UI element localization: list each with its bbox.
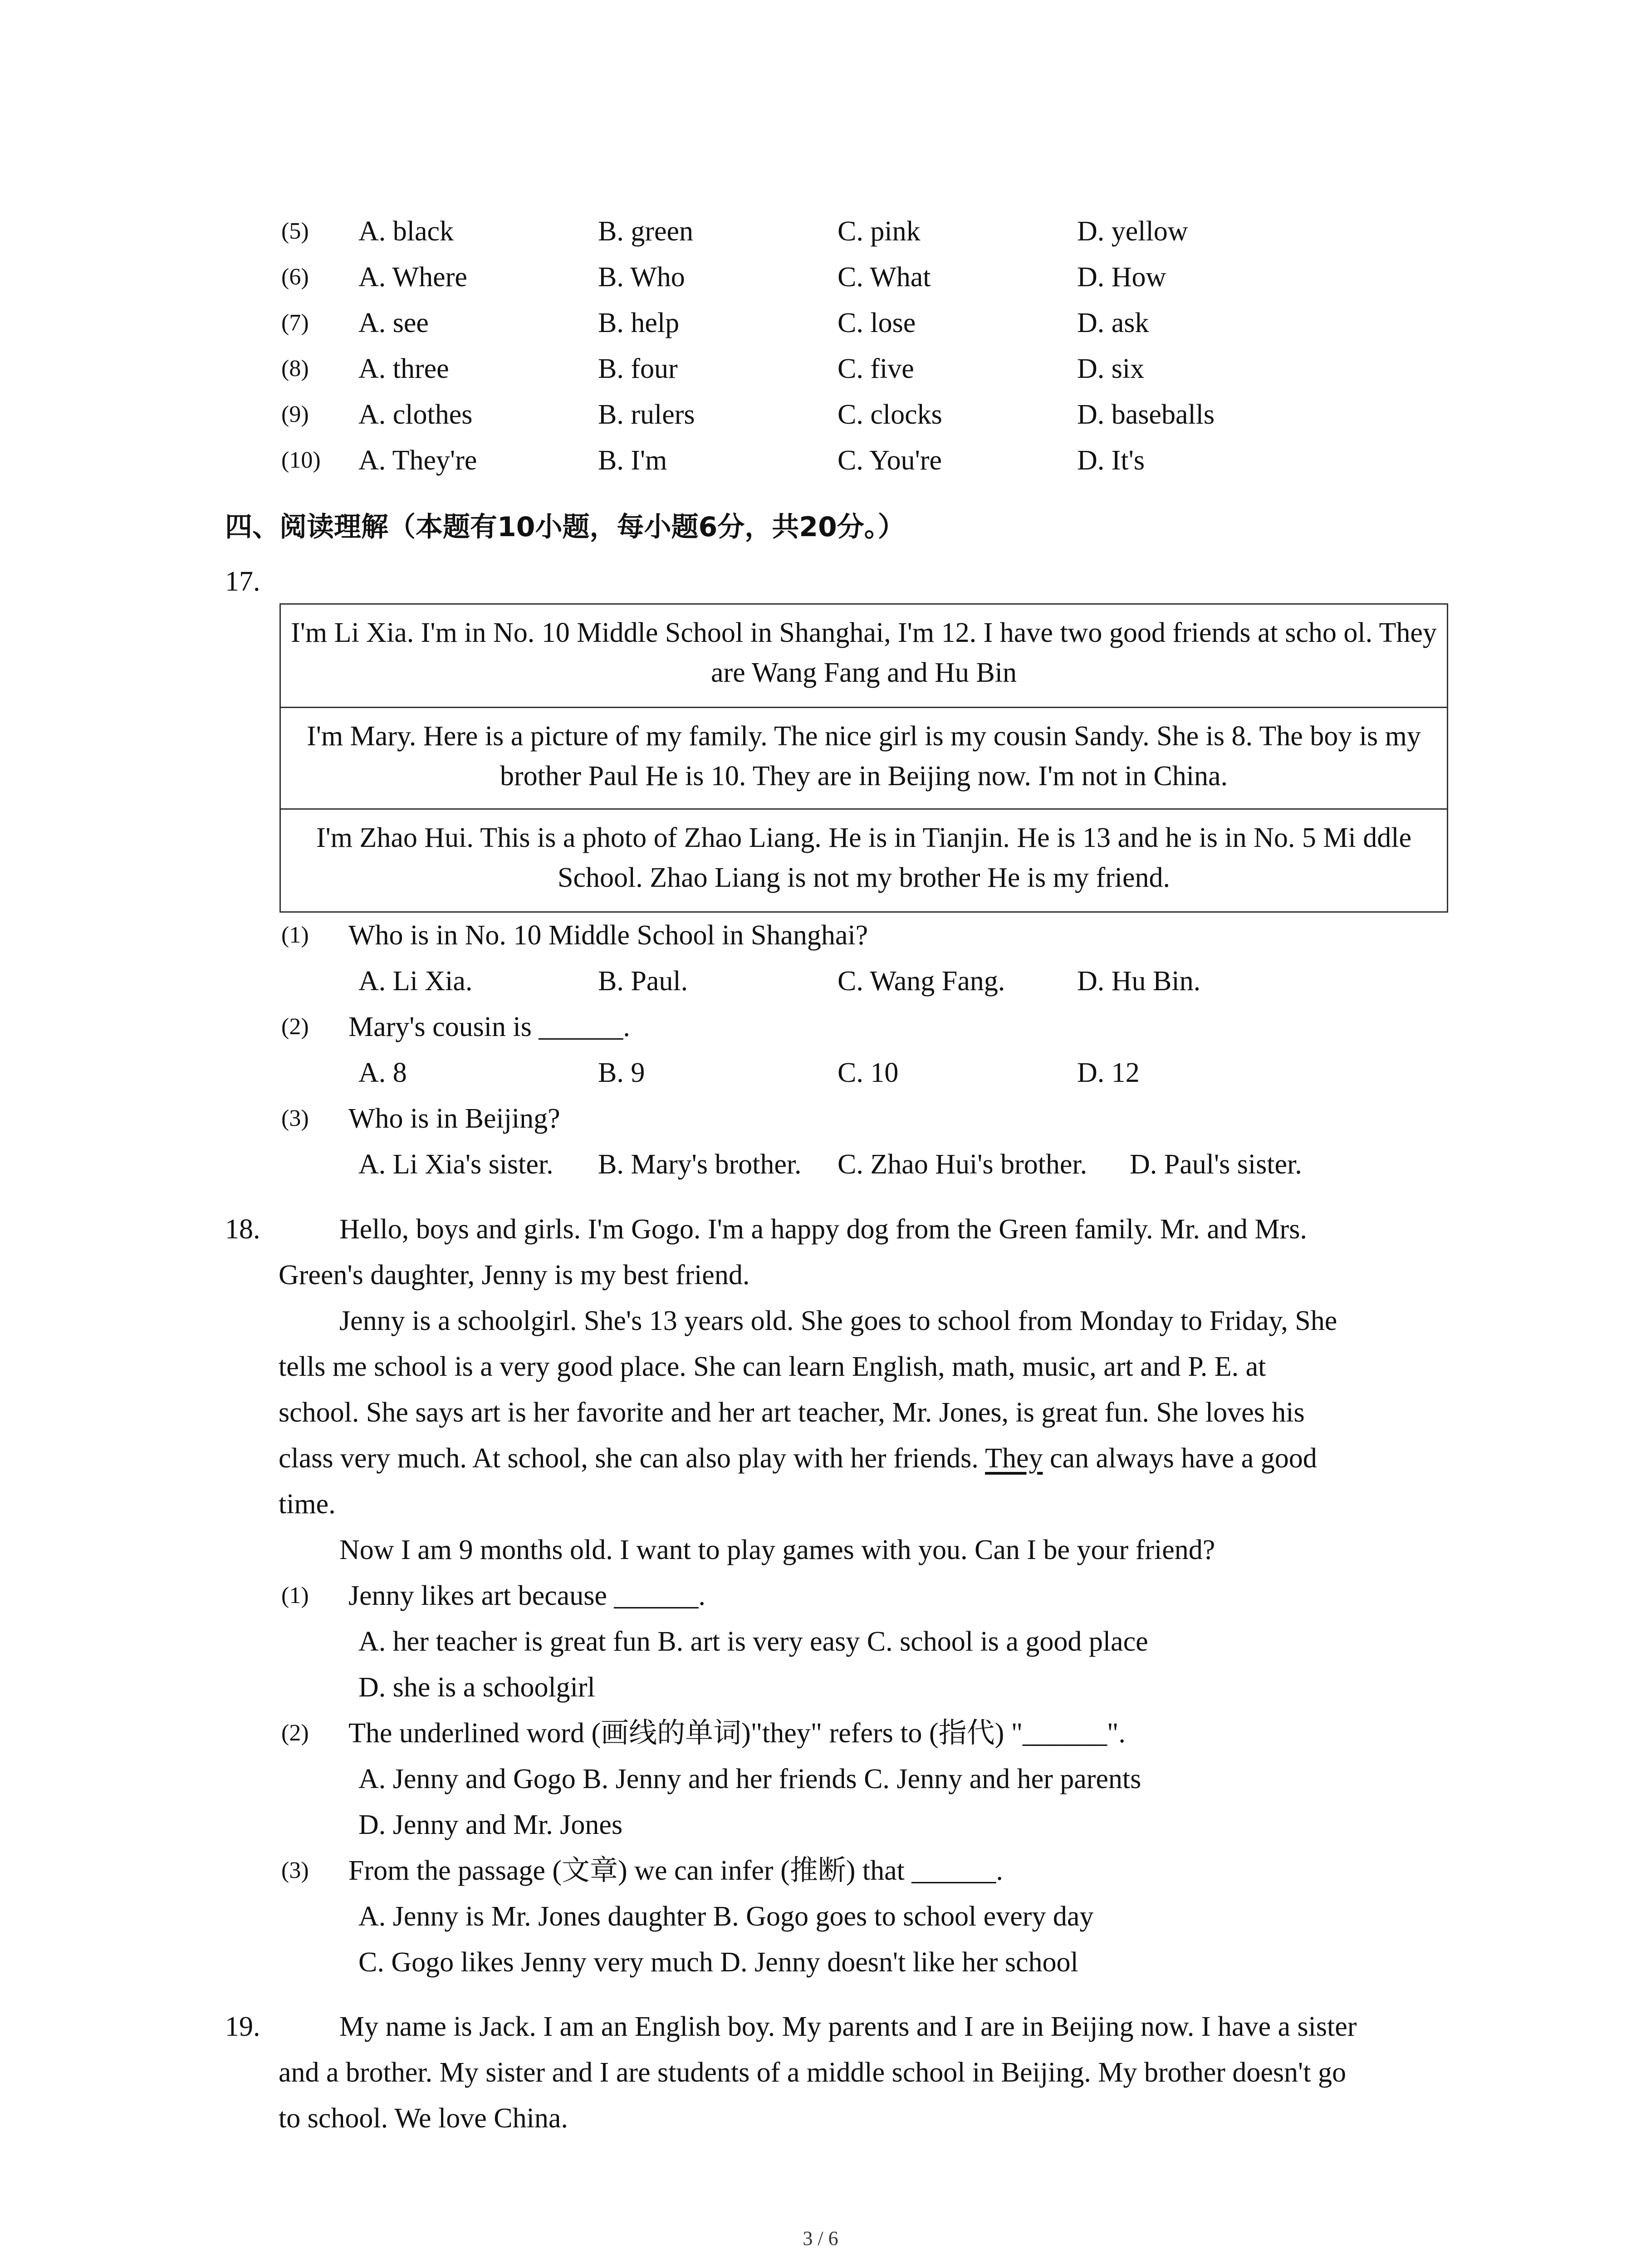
option-a: A. Where [358, 262, 467, 293]
question-number: (2) [281, 1014, 309, 1040]
option-b: B. 9 [598, 1057, 645, 1088]
option-a: A. They're [358, 445, 477, 476]
option-d: D. baseballs [1077, 399, 1215, 430]
question-number: (3) [281, 1105, 309, 1131]
option-d: D. yellow [1077, 216, 1188, 247]
option-b: B. green [598, 216, 694, 247]
option-b: B. Paul. [598, 966, 688, 997]
passage-text: can always have a good [1043, 1443, 1317, 1474]
option-b: B. Who [598, 262, 685, 293]
table-row: I'm Li Xia. I'm in No. 10 Middle School in Shanghai, I'm 12. I have two good friends at scho ol. They are Wang Fang and Hu Bin [281, 605, 1447, 708]
option-a: A. Li Xia's sister. [358, 1149, 554, 1180]
question-number: (3) [281, 1857, 309, 1883]
passage-line: tells me school is a very good place. She can learn English, math, music, art and P. E. at [279, 1351, 1266, 1382]
passage-text: class very much. At school, she can also play with her friends. [279, 1443, 985, 1474]
option-a: A. three [358, 353, 449, 384]
option-c: C. Zhao Hui's brother. [838, 1149, 1087, 1180]
option-number: (10) [281, 447, 321, 473]
question-stem: From the passage (文章) we can infer (推断) that ______. [348, 1855, 1003, 1886]
option-c: C. You're [838, 445, 942, 476]
option-d: D. It's [1077, 445, 1145, 476]
options-line: A. Jenny is Mr. Jones daughter B. Gogo goes to school every day [358, 1901, 1094, 1932]
option-b: B. four [598, 353, 678, 384]
options-line: C. Gogo likes Jenny very much D. Jenny doesn't like her school [358, 1947, 1078, 1978]
table-row: I'm Mary. Here is a picture of my family. The nice girl is my cousin Sandy. She is 8. The boy is my brother Paul He is 10. They are in Beijing now. I'm not in China. [281, 708, 1447, 810]
question-number: 19. [225, 2011, 260, 2042]
options-line: A. Jenny and Gogo B. Jenny and her friends C. Jenny and her parents [358, 1764, 1141, 1794]
passage-line: Now I am 9 months old. I want to play games with you. Can I be your friend? [339, 1535, 1215, 1565]
passage-line: school. She says art is her favorite and her art teacher, Mr. Jones, is great fun. She loves his [279, 1397, 1305, 1428]
option-d: D. 12 [1077, 1057, 1140, 1088]
option-b: B. help [598, 308, 680, 338]
option-d: D. six [1077, 353, 1145, 384]
question-number: (2) [281, 1720, 309, 1746]
option-a: A. Li Xia. [358, 966, 473, 997]
option-d: D. How [1077, 262, 1166, 293]
passage-line: Jenny is a schoolgirl. She's 13 years old. She goes to school from Monday to Friday, She [339, 1305, 1337, 1336]
option-c: C. clocks [838, 399, 942, 430]
passage-line: My name is Jack. I am an English boy. My parents and I are in Beijing now. I have a sister [339, 2011, 1357, 2042]
options-line: A. her teacher is great fun B. art is very easy C. school is a good place [358, 1626, 1148, 1657]
option-a: A. see [358, 308, 429, 338]
option-c: C. lose [838, 308, 916, 338]
option-b: B. I'm [598, 445, 667, 476]
section-heading: 四、阅读理解（本题有10小题，每小题6分，共20分。） [225, 511, 905, 543]
passage-line [279, 1436, 1317, 1481]
option-number: (8) [281, 356, 309, 381]
option-c: C. five [838, 353, 914, 384]
option-number: (5) [281, 218, 309, 244]
option-number: (7) [281, 310, 309, 336]
option-d: D. Paul's sister. [1130, 1149, 1302, 1180]
passage-line: time. [279, 1489, 336, 1520]
option-c: C. Wang Fang. [838, 966, 1005, 997]
option-c: C. pink [838, 216, 921, 247]
options-line: D. she is a schoolgirl [358, 1672, 595, 1703]
question-number: 18. [225, 1214, 260, 1245]
passage-line: and a brother. My sister and I are students of a middle school in Beijing. My brother doesn't go [279, 2057, 1346, 2088]
options-line: D. Jenny and Mr. Jones [358, 1809, 623, 1840]
option-c: C. 10 [838, 1057, 899, 1088]
option-number: (6) [281, 264, 309, 290]
option-c: C. What [838, 262, 931, 293]
question-number: (1) [281, 1583, 309, 1608]
option-a: A. black [358, 216, 454, 247]
passage-line: to school. We love China. [279, 2103, 568, 2134]
option-a: A. 8 [358, 1057, 407, 1088]
info-table [279, 603, 1448, 913]
question-number: 17. [225, 566, 260, 597]
table-row: I'm Zhao Hui. This is a photo of Zhao Liang. He is in Tianjin. He is 13 and he is in No. 5 Mi ddle School. Zhao Liang is not my brother He is my friend. [316, 822, 1412, 893]
page-number: 3 / 6 [803, 2227, 838, 2249]
passage-line: Green's daughter, Jenny is my best friend. [279, 1260, 750, 1290]
option-d: D. ask [1077, 308, 1149, 338]
option-b: B. rulers [598, 399, 695, 430]
option-a: A. clothes [358, 399, 473, 430]
option-number: (9) [281, 401, 309, 427]
option-d: D. Hu Bin. [1077, 966, 1201, 997]
question-stem: Who is in No. 10 Middle School in Shanghai? [348, 920, 868, 951]
question-stem: Jenny likes art because ______. [348, 1580, 705, 1611]
question-stem: Mary's cousin is ______. [348, 1012, 630, 1042]
underlined-word: They [985, 1443, 1043, 1474]
question-stem: The underlined word (画线的单词)"they" refers to (指代) "______". [348, 1718, 1126, 1749]
passage-line: Hello, boys and girls. I'm Gogo. I'm a happy dog from the Green family. Mr. and Mrs. [339, 1214, 1307, 1245]
question-number: (1) [281, 922, 309, 948]
question-stem: Who is in Beijing? [348, 1103, 560, 1134]
option-b: B. Mary's brother. [598, 1149, 802, 1180]
